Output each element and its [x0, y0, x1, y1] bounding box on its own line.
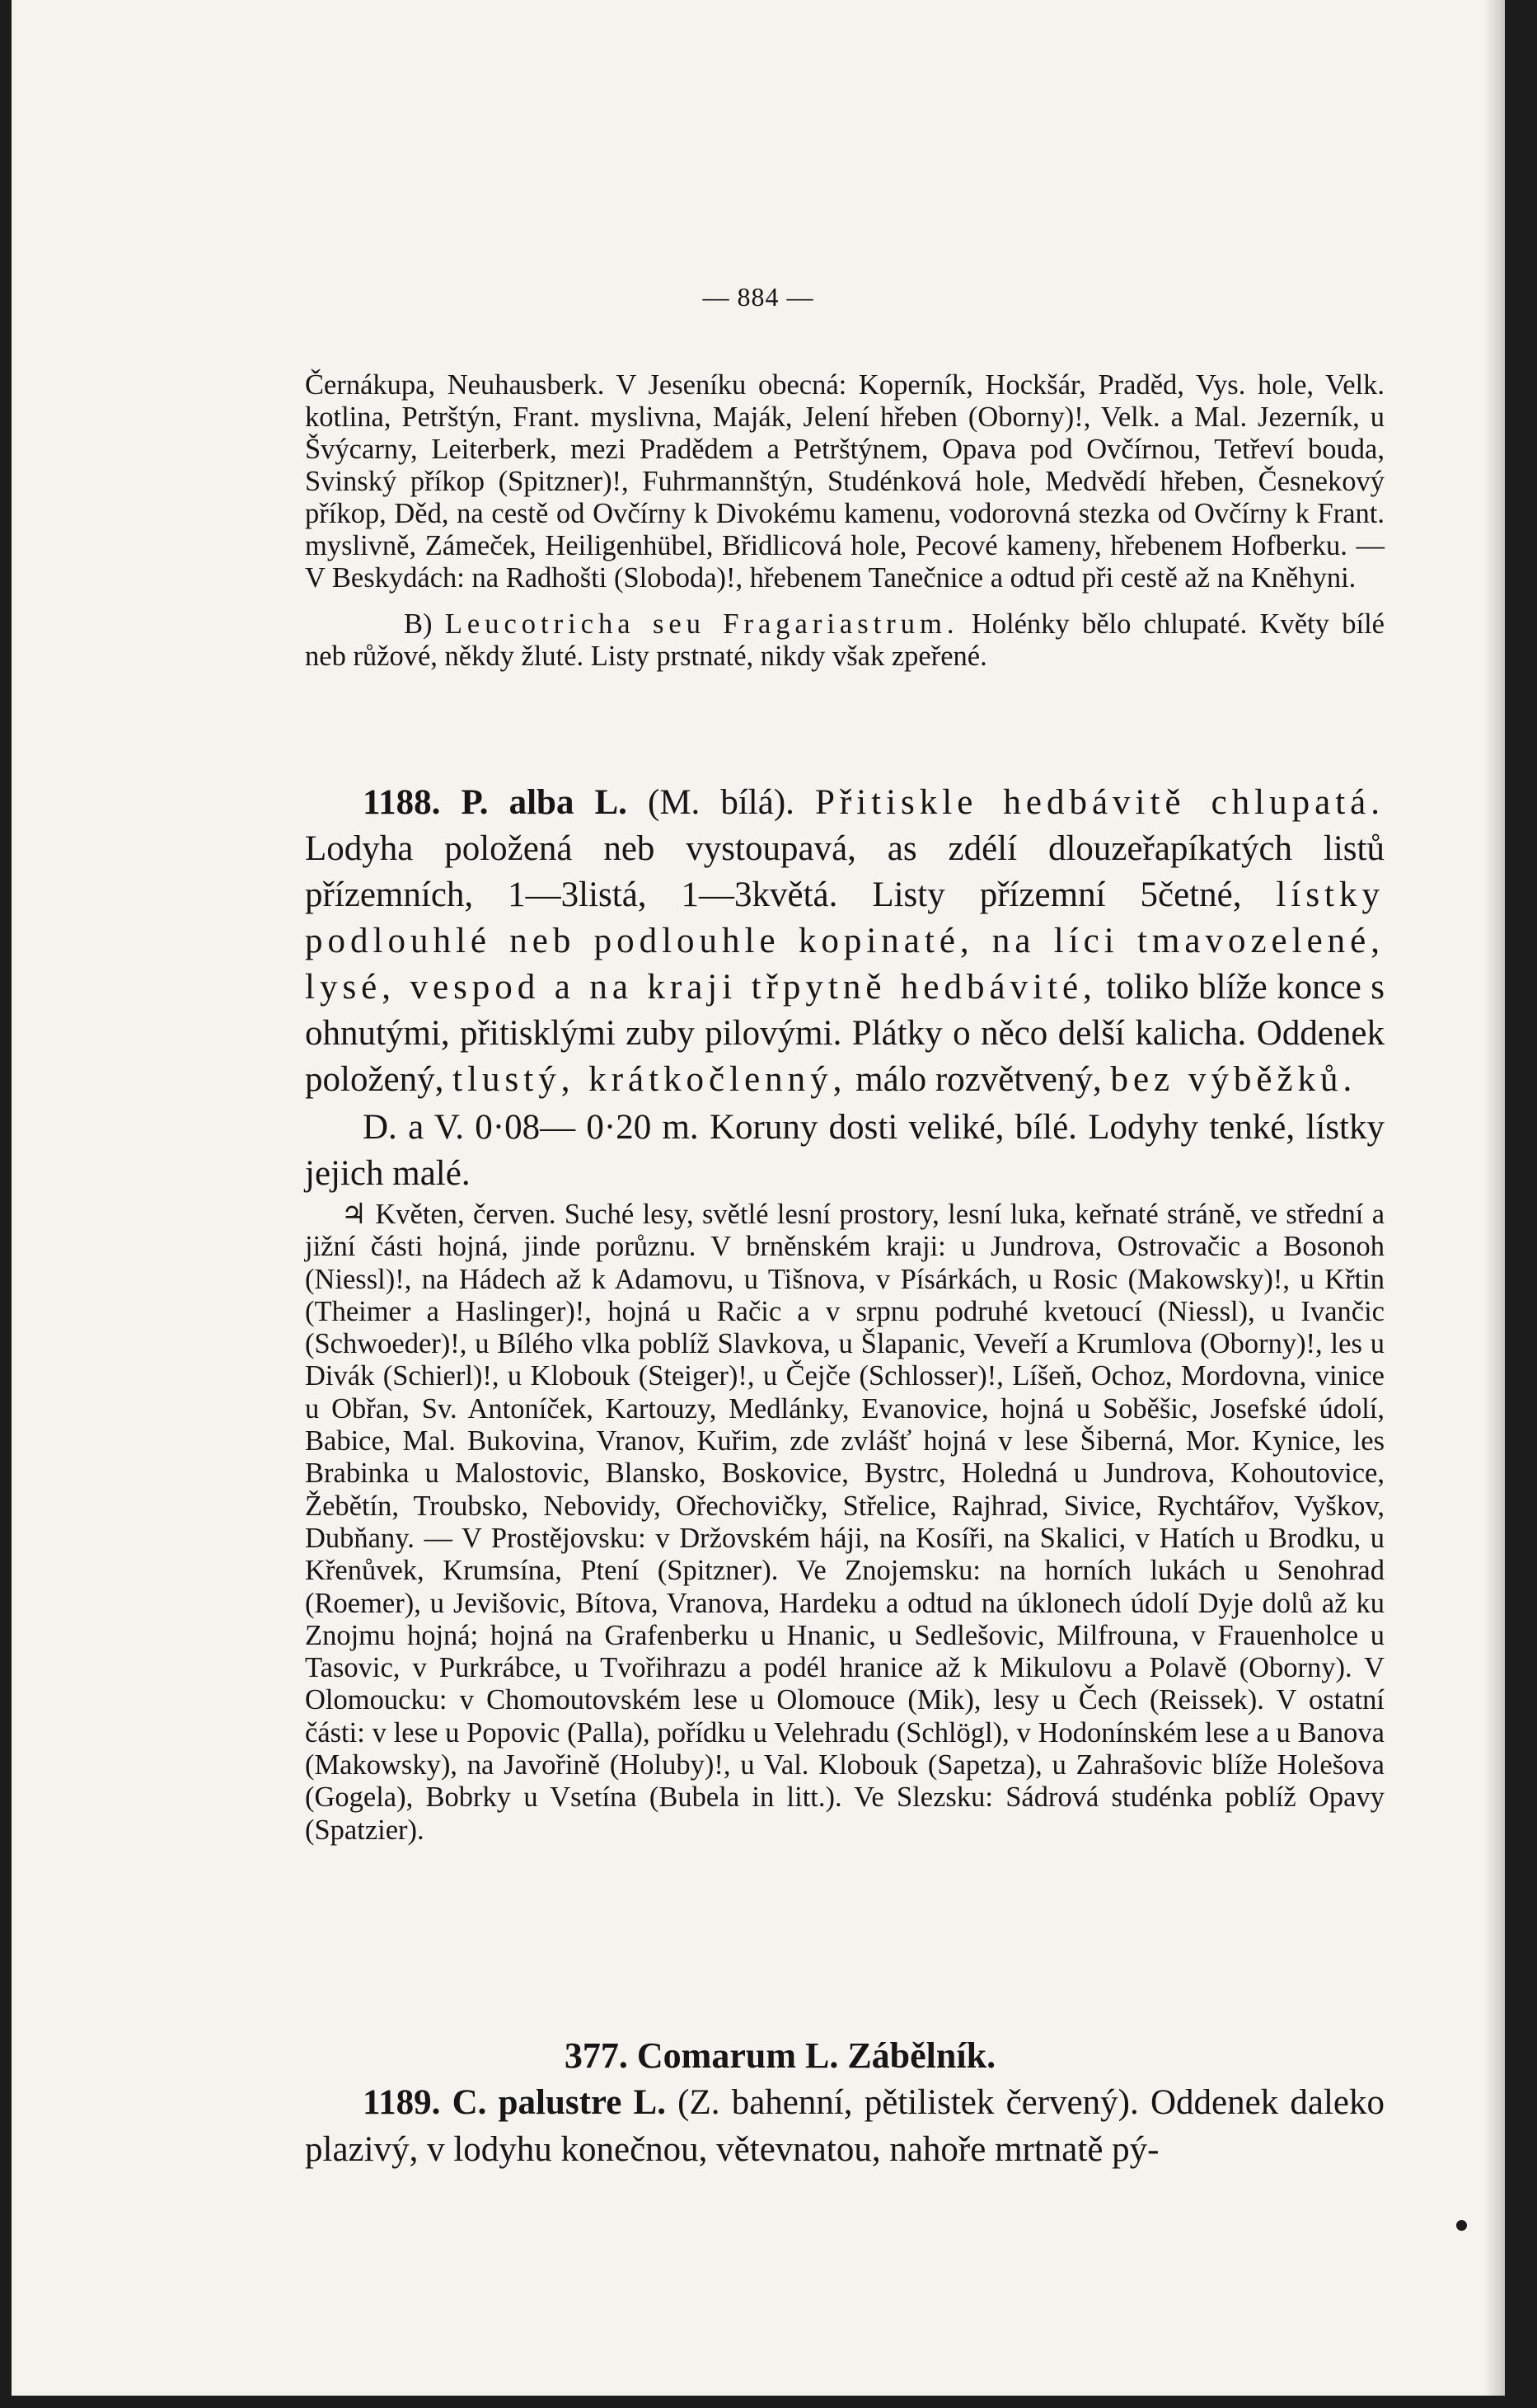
- perennial-symbol: ♃: [341, 1199, 367, 1230]
- page-number: — 884 —: [702, 282, 814, 312]
- species-1189-name: C. palustre L.: [452, 2083, 666, 2122]
- species-1188-text-b: toliko blíže konce s ohnutými, přitisklými zuby pilovými. Plátky o něco delší kalicha. Oddenek položený,: [305, 968, 1385, 1099]
- species-1188-spaced-b: lístky podlouhlé neb podlouhle kopinaté, na líci tmavozelené, lysé, vespod a na kraji třpytně hedbávité,: [305, 875, 1385, 1007]
- species-1189-paragraph: [305, 2079, 1385, 2173]
- species-1188-size-text: Koruny dosti veliké, bílé. Lodyhy tenké, lístky jejich malé.: [305, 1108, 1385, 1193]
- genus-377-heading: [12, 2035, 1505, 2077]
- species-1188-name: P. alba L.: [461, 783, 627, 822]
- species-1188-spaced-a: Přitiskle hedbávitě chlupatá.: [814, 783, 1385, 822]
- species-1189-text: (Z. bahenní, pětilistek červený). Oddenek daleko plazivý, v lodyhu konečnou, větevnatou, nahoře mrtnatě pý-: [305, 2083, 1385, 2169]
- intro-block: [305, 369, 1385, 673]
- species-1188-size-value: 0·08— 0·20 m.: [475, 1108, 699, 1147]
- intro-paragraph: Černákupa, Neuhausberk. V Jeseníku obecná: Koperník, Hockšár, Praděd, Vys. hole, Velk. kotlina, Petrštýn, Frant. myslivna, Maják, Jelení hřeben (Oborny)!, Velk. a Mal. Jezerník, u Švýcarny, Leiterberk, mezi Pradědem a Petrštýnem, Opava pod Ovčírnou, Tetřeví bouda, Svinský příkop (Spitzner)!, Fuhrmannštýn, Studénková hole, Medvědí hřeben, Česnekový příkop, Děd, na cestě od Ovčírny k Divokému kamenu, vodorovná stezka od Ovčírny k Frant. myslivně, Zámeček, Heiligenhübel, Břidlicová hole, Pecové kameny, hřebenem Hofberku. — V Beskydách: na Radhošti (Sloboda)!, hřebenem Tanečnice a odtud při cestě až na Kněhyni.: [305, 369, 1385, 594]
- species-1188-spaced-d: bez výběžků.: [1110, 1060, 1357, 1099]
- species-1188-text-c: málo rozvětvený,: [855, 1060, 1102, 1099]
- species-1188-text-a: Lodyha položená neb vystoupavá, as zdélí dlouzeřapíkatých listů přízemních, 1—3listá, 1—3květá. Listy přízemní 5četné,: [305, 829, 1385, 914]
- species-1188-description: [305, 780, 1385, 1197]
- species-1188-notes-text: Květen, červen. Suché lesy, světlé lesní prostory, lesní luka, keřnaté stráně, ve střední a jižní části hojná, jinde porůznu. V brněnském kraji: u Jundrova, Ostrovačic a Bosonoh (Niessl)!, na Hádech až k Adamovu, u Tišnova, v Písárkách, u Rosic (Makowsky)!, u Křtin (Theimer a Haslinger)!, hojná u Račic a v srpnu podruhé kvetoucí (Niessl), u Ivančic (Schwoeder)!, u Bílého vlka poblíž Slavkova, u Šlapanic, Veveří a Krumlova (Oborny)!, les u Divák (Schierl)!, u Klobouk (Steiger)!, u Čejče (Schlosser)!, Líšeň, Ochoz, Mordovna, vinice u Obřan, Sv. Antoníček, Kartouzy, Medlánky, Evanovice, hojná u Soběšic, Josefské údolí, Babice, Mal. Bukovina, Vranov, Kuřim, zde zvlášť hojná v lese Šiberná, Mor. Kynice, les Brabinka u Malostovic, Blansko, Boskovice, Bystrc, Holedná u Jundrova, Kohoutovice, Žebětín, Troubsko, Nebovidy, Ořechovičky, Střelice, Rajhrad, Sivice, Rychtářov, Vyškov, Dubňany. — V Prostějovsku: v Držovském háji, na Kosíři, na Skalici, v Hatích u Brodku, u Křenůvek, Krumsína, Ptení (Spitzner). Ve Znojemsku: na horních lukách u Senohrad (Roemer), u Jevišovic, Bítova, Vranova, Hardeku a odtud na úklonech údolí Dyje dolů až ku Znojmu hojná; hojná na Grafenberku u Hnanic, u Sedlešovic, Milfrouna, v Frauenholce u Tasovic, v Purkrábce, u Tvořihrazu a podél hranice až k Mikulovu a Polavě (Oborny). V Olomoucku: v Chomoutovském lese u Olomouce (Mik), lesy u Čech (Reissek). V ostatní části: v lese u Popovic (Palla), pořídku u Velehradu (Schlögl), v Hodonínském lese a u Banova (Makowsky), na Javořině (Holuby)!, u Val. Klobouk (Sapetza), u Zahrašovic blíže Holešova (Gogela), Bobrky u Vsetína (Bubela in litt.). Ve Slezsku: Sádrová studénka poblíž Opavy (Spatzier).: [305, 1199, 1385, 1846]
- genus-377-name: Comarum L. Zábělník.: [636, 2035, 996, 2076]
- species-1188-size-paragraph: [305, 1105, 1385, 1197]
- subsection-marker: B): [404, 608, 433, 640]
- subsection-text: Holénky bělo chlupaté. Květy bílé neb růžové, někdy žluté. Listy prstnaté, nikdy však zpeřené.: [305, 608, 1385, 672]
- species-1188-spaced-c: tlustý, krátkočlenný,: [452, 1060, 847, 1099]
- species-1188-number: 1188.: [363, 783, 441, 822]
- species-1189-number: 1189.: [363, 2083, 441, 2122]
- book-page: [12, 0, 1505, 2396]
- species-1188-notes: [305, 1199, 1385, 1847]
- ink-dot-mark: [1456, 2220, 1467, 2231]
- species-1188-notes-paragraph: [305, 1199, 1385, 1847]
- genus-377-number: 377.: [564, 2035, 628, 2076]
- species-1188-vernacular: (M. bílá).: [648, 783, 794, 822]
- subsection-name: Leucotricha seu Fragariastrum.: [444, 608, 959, 640]
- species-1188-paragraph: [305, 780, 1385, 1103]
- species-1189-description: [305, 2079, 1385, 2173]
- species-1188-size-label: D. a V.: [363, 1108, 464, 1147]
- subsection-paragraph: [305, 608, 1385, 673]
